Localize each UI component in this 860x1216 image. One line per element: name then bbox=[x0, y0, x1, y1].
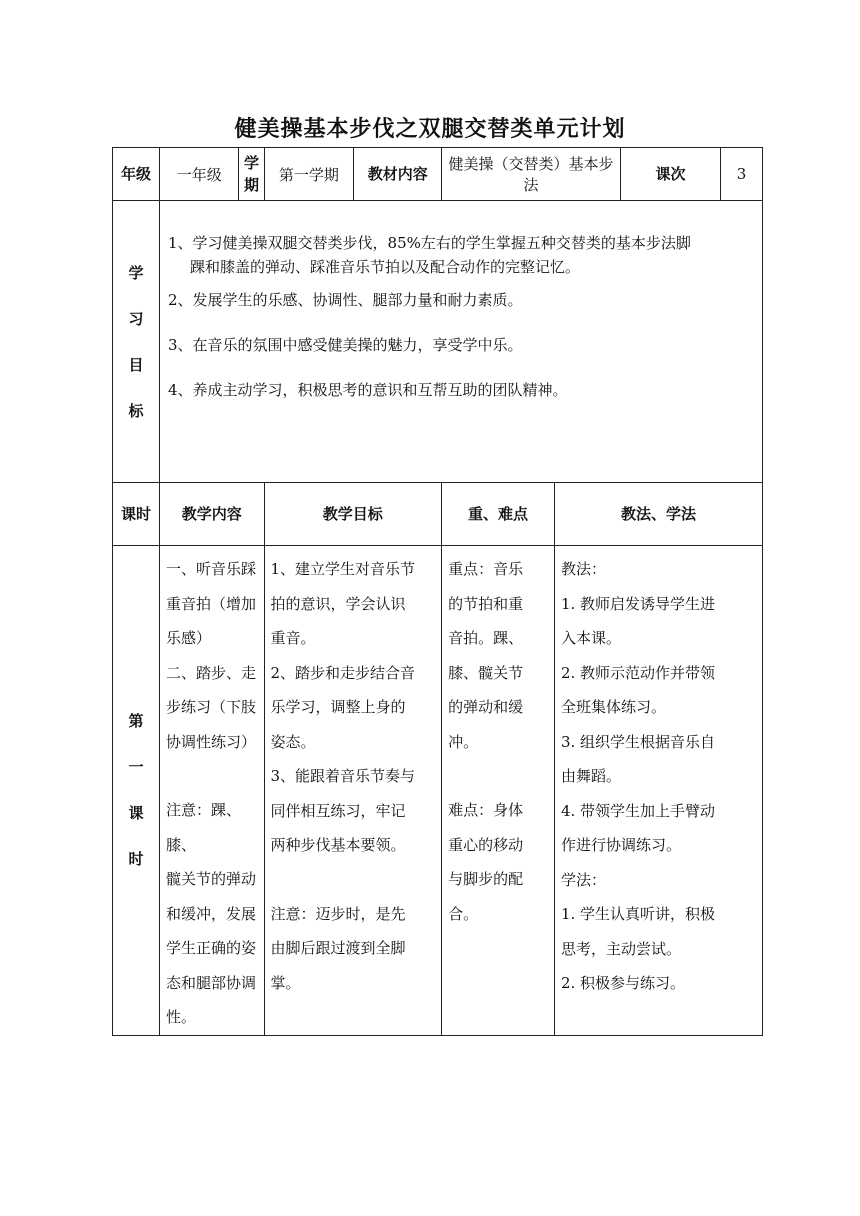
goals-row bbox=[113, 201, 763, 483]
goal-item: 1、学习健美操双腿交替类步伐，85%左右的学生掌握五种交替类的基本步法脚 踝和膝盖的弹动、踩准音乐节拍以及配合动作的完整记忆。 bbox=[168, 234, 691, 276]
goal-item: 4、养成主动学习，积极思考的意识和互帮互助的团队精神。 bbox=[168, 381, 568, 399]
lesson-1-row bbox=[113, 546, 763, 1036]
lesson-1-objective: 1、建立学生对音乐节 拍的意识，学会认识 重音。 2、踏步和走步结合音 乐学习，调整上身的 姿态。 3、能跟着音乐节奏与 同伴相互练习，牢记 两种步伐基本要领。 注意：迈步时，是先 由脚后跟过渡到全脚 掌。 bbox=[264, 546, 442, 1036]
term-value: 第一学期 bbox=[264, 148, 354, 201]
grade-value: 一年级 bbox=[160, 148, 239, 201]
lesson-1-key-points: 重点：音乐 的节拍和重 音拍。踝、 膝、髋关节 的弹动和缓 冲。 难点：身体 重心的移动 与脚步的配 合。 bbox=[442, 546, 555, 1036]
lessons-value: 3 bbox=[721, 148, 763, 201]
header-row bbox=[113, 148, 763, 201]
page-title: 健美操基本步伐之双腿交替类单元计划 bbox=[234, 117, 626, 142]
goal-item: 2、发展学生的乐感、协调性、腿部力量和耐力素质。 bbox=[168, 291, 523, 309]
col-content: 教学内容 bbox=[160, 483, 264, 546]
grade-label: 年级 bbox=[113, 148, 160, 201]
term-label: 学期 bbox=[239, 148, 264, 201]
col-lesson: 课时 bbox=[113, 483, 160, 546]
content-value: 健美操（交替类）基本步法 bbox=[442, 148, 621, 201]
column-header-row bbox=[113, 483, 763, 546]
col-objective: 教学目标 bbox=[264, 483, 442, 546]
col-method: 教法、学法 bbox=[554, 483, 762, 546]
col-key: 重、难点 bbox=[442, 483, 555, 546]
lesson-1-label: 第 一 课 时 bbox=[113, 546, 160, 1036]
content-label: 教材内容 bbox=[354, 148, 442, 201]
goal-item: 3、在音乐的氛围中感受健美操的魅力，享受学中乐。 bbox=[168, 336, 523, 354]
lesson-1-content: 一、听音乐踩 重音拍（增加 乐感） 二、踏步、走 步练习（下肢 协调性练习） 注意：踝、膝、 髋关节的弹动 和缓冲，发展 学生正确的姿 态和腿部协调 性。 bbox=[160, 546, 264, 1036]
unit-plan-table bbox=[112, 147, 763, 1036]
lesson-1-methods: 教法： 1. 教师启发诱导学生进 入本课。 2. 教师示范动作并带领 全班集体练习。 3. 组织学生根据音乐自 由舞蹈。 4. 带领学生加上手臂动 作进行协调练习。 学法： 1. 学生认真听讲，积极 思考，主动尝试。 2. 积极参与练习。 bbox=[554, 546, 762, 1036]
goals-list bbox=[160, 201, 763, 483]
goals-label: 学 习 目 标 bbox=[113, 201, 160, 483]
lessons-label: 课次 bbox=[620, 148, 720, 201]
